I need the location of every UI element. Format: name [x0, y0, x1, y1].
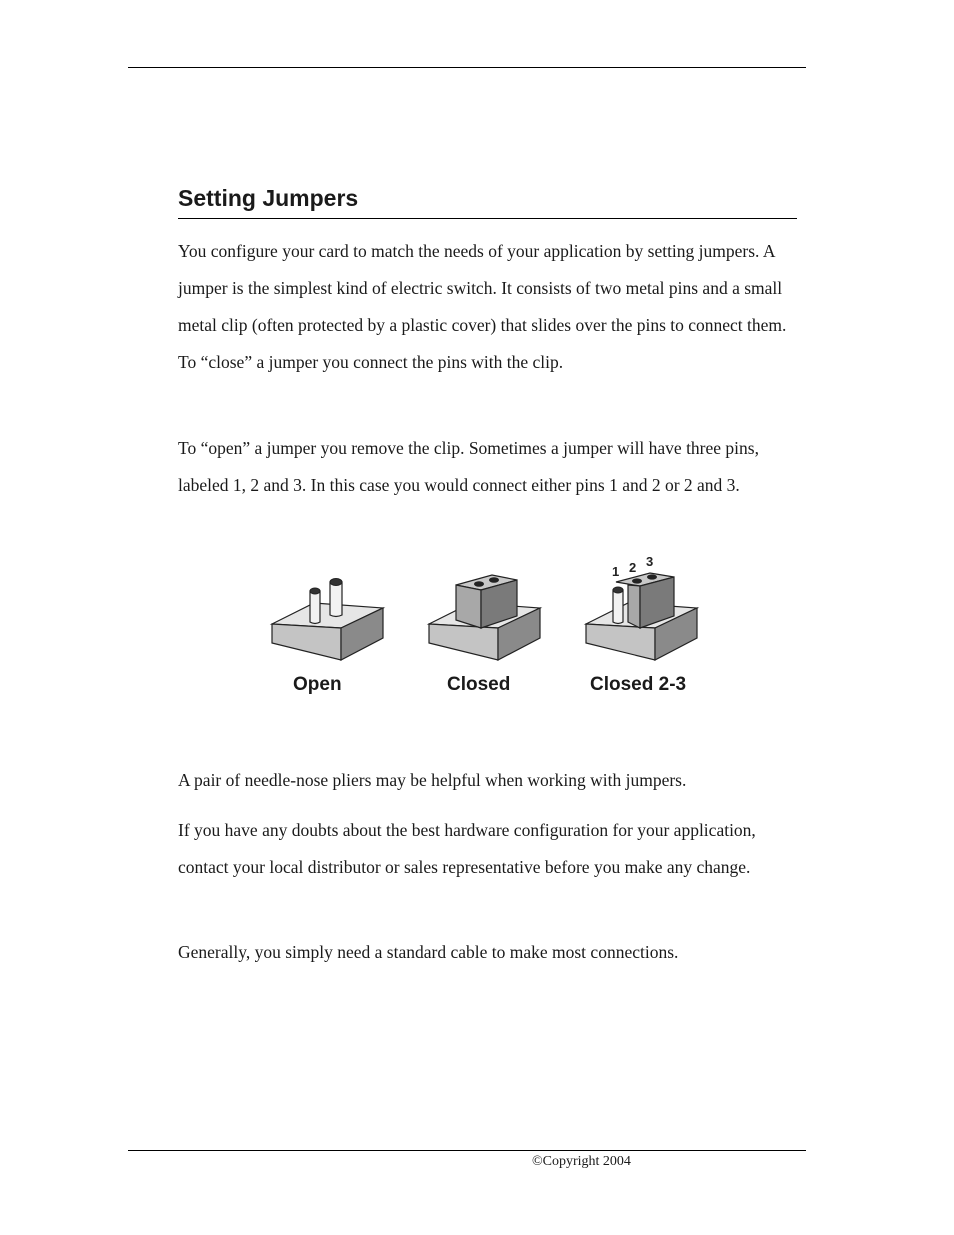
caption-open: Open: [293, 674, 342, 695]
header-rule: [128, 67, 806, 68]
caption-closed-2-3: Closed 2-3: [590, 674, 687, 695]
jumper-open-drawing: [272, 579, 383, 661]
jumper-illustration: [262, 548, 712, 708]
paragraph-doubts: If you have any doubts about the best hardware configuration for your application, contact your local distributor or sales representative before you make any change.: [178, 820, 756, 877]
jumper-closed-2-3-drawing: [586, 554, 697, 660]
caption-closed: Closed: [447, 674, 511, 695]
paragraph-intro: You configure your card to match the needs of your application by setting jumpers. A jumper is the simplest kind of electric switch. It consists of two metal pins and a small metal clip (often protected by a plastic cover) that slides over the pins to connect them. To “close” a jumper you connect the pins with the clip.: [178, 241, 787, 372]
footer-rule: [128, 1150, 806, 1151]
pin-label-1: 1: [612, 564, 620, 579]
paragraph-cable: Generally, you simply need a standard cable to make most connections.: [178, 942, 679, 962]
paragraph-open-jumper: To “open” a jumper you remove the clip. Sometimes a jumper will have three pins, labeled 1, 2 and 3. In this case you would connect either pins 1 and 2 or 2 and 3.: [178, 438, 759, 495]
pin-label-2: 2: [629, 560, 637, 575]
jumper-diagram: [262, 548, 712, 678]
jumper-closed-drawing: [429, 575, 540, 660]
copyright-footer: ©Copyright 2004: [532, 1154, 631, 1169]
pin-label-3: 3: [646, 554, 654, 569]
section-heading: Setting Jumpers: [178, 184, 797, 219]
paragraph-pliers: A pair of needle-nose pliers may be helpful when working with jumpers.: [178, 770, 687, 790]
